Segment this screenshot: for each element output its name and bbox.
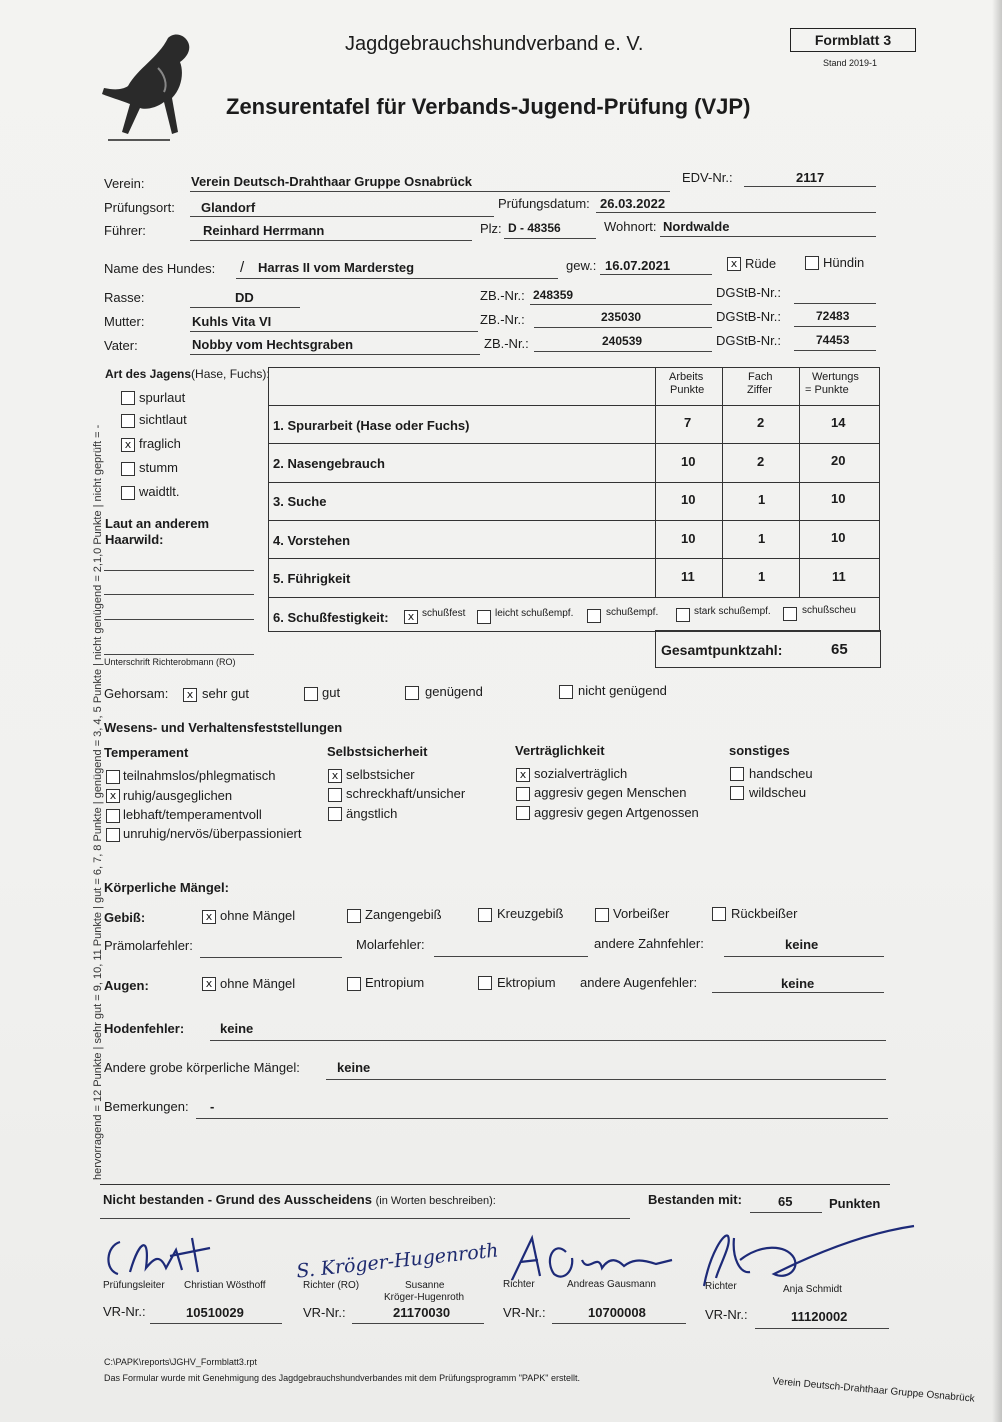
augen-andere-label: andere Augenfehler: [580,975,698,990]
score-ap-0: 7 [684,415,692,430]
molar-label: Molarfehler: [356,937,425,952]
form-label-box: Formblatt 3 [790,28,916,52]
augen-option-1: Entropium [365,975,425,990]
col-wp-2: = Punkte [805,384,849,396]
rasse-label: Rasse: [104,290,145,305]
signature-1-icon [100,1228,215,1282]
zb-value: 248359 [533,288,574,302]
hund-value: Harras II vom Mardersteg [258,260,415,275]
sonst-checkbox-1[interactable] [730,786,744,800]
score-row-label-0: 1. Spurarbeit (Hase oder Fuchs) [273,418,470,433]
gehorsam-label: Gehorsam: [104,686,169,701]
score-ap-4: 11 [681,569,695,584]
temperament-option-3: unruhig/nervös/überpassioniert [123,826,302,841]
judge-4-vr-label: VR-Nr.: [705,1307,748,1322]
schuss-option-4: schußscheu [802,605,856,616]
gebiss-label: Gebiß: [104,910,146,925]
judge-4-vr: 11120002 [791,1309,848,1324]
huendin-label: Hündin [823,255,865,270]
grob-value: keine [337,1060,371,1075]
gebiss-option-0: ohne Mängel [220,908,296,923]
augen-checkbox-1[interactable] [347,977,361,991]
score-wp-2: 10 [831,491,846,506]
augen-checkbox-0[interactable]: x [202,977,216,991]
score-row-label-3: 4. Vorstehen [273,533,351,548]
judge-2-role: Richter (RO) [303,1280,360,1291]
gebiss-checkbox-3[interactable] [595,908,609,922]
scale-legend: hervorragend = 12 Punkte | sehr gut = 9, 10, 11 Punkte | gut = 6, 7, 8 Punkte | genügend = 3, 4, 5 Punkte | nicht genügend = 2,1,0 Punkte | nicht geprüft = - [92,424,104,1180]
zahn-value: keine [785,937,819,952]
score-fz-3: 1 [758,531,766,546]
judge-2-name2: Kröger-Hugenroth [384,1292,465,1303]
sonst-option-1: wildscheu [749,785,807,800]
judge-1-role: Prüfungsleiter [103,1280,165,1291]
datum-value: 26.03.2022 [600,196,666,211]
ro-signature-label: Unterschrift Richterobmann (RO) [104,657,236,667]
vertr-checkbox-0[interactable]: x [516,768,530,782]
gebiss-option-3: Vorbeißer [613,906,670,921]
augen-option-0: ohne Mängel [220,976,296,991]
mutter-label: Mutter: [104,314,145,329]
report-path: C:\PAPK\reports\JGHV_Formblatt3.rpt [104,1357,257,1367]
punkten-label: Punkten [829,1196,881,1211]
praemolar-label: Prämolarfehler: [104,938,193,953]
club-stamp: Verein Deutsch-Drahthaar Gruppe Osnabrück [772,1376,976,1405]
laut-label-1: Laut an anderem [105,516,210,531]
jagen-title-main: Art des Jagens [105,367,192,381]
judge-3-role: Richter [503,1279,535,1290]
judge-4-name: Anja Schmidt [783,1284,842,1295]
hund-label: Name des Hundes: [104,261,216,276]
schuss-label: 6. Schußfestigkeit: [273,610,389,625]
temperament-checkbox-2[interactable] [106,809,120,823]
gebiss-checkbox-4[interactable] [712,907,726,921]
gehorsam-checkbox-3[interactable] [559,685,573,699]
maengel-title: Körperliche Mängel: [104,880,229,895]
score-ap-3: 10 [681,531,696,546]
judge-3-vr: 10700008 [588,1305,646,1320]
zb-label: ZB.-Nr.: [480,288,525,303]
schuss-checkbox-0[interactable]: x [404,610,418,624]
fuehrer-label: Führer: [104,223,146,238]
gew-value: 16.07.2021 [605,258,671,273]
augen-label: Augen: [104,978,149,993]
jagen-checkbox-2[interactable]: x [121,438,135,452]
verein-value: Verein Deutsch-Drahthaar Gruppe Osnabrück [191,174,473,189]
zahn-label: andere Zahnfehler: [594,936,704,951]
jagen-title-suffix: (Hase, Fuchs): [191,367,270,381]
schuss-option-0: schußfest [422,608,466,619]
selbst-checkbox-2[interactable] [328,807,342,821]
judge-2-vr-label: VR-Nr.: [303,1305,346,1320]
judge-2-vr: 21170030 [393,1305,451,1320]
selbst-option-1: schreckhaft/unsicher [346,786,466,801]
score-row-label-4: 5. Führigkeit [273,571,351,586]
total-value: 65 [831,641,848,658]
selbst-title: Selbstsicherheit [327,744,428,759]
judge-1-vr-label: VR-Nr.: [103,1304,146,1319]
gehorsam-checkbox-1[interactable] [304,687,318,701]
vater-zb-label: ZB.-Nr.: [484,336,529,351]
col-ap-1: Arbeits [669,371,704,383]
dgstb-label: DGStB-Nr.: [716,285,782,300]
jagen-checkbox-3[interactable] [121,462,135,476]
mutter-dgstb-value: 72483 [816,309,850,323]
gehorsam-option-3: nicht genügend [578,683,667,698]
schuss-checkbox-1[interactable] [477,610,491,624]
score-fz-1: 2 [757,454,765,469]
score-wp-0: 14 [831,415,846,430]
vater-value: Nobby vom Hechtsgraben [192,337,354,352]
nicht-bestanden-hint: (in Worten beschreiben): [375,1195,496,1207]
vertr-option-1: aggresiv gegen Menschen [534,785,687,800]
nicht-bestanden-label: Nicht bestanden - Grund des Ausscheidens [103,1192,372,1207]
mutter-value: Kuhls Vita VI [192,314,272,329]
sonst-checkbox-0[interactable] [730,767,744,781]
temperament-option-1: ruhig/ausgeglichen [123,788,233,803]
footer-note: Das Formular wurde mit Genehmigung des Jagdgebrauchshundverbandes mit dem Prüfungsprogramm "PAPK" erstellt. [104,1373,580,1383]
score-fz-4: 1 [758,569,766,584]
score-ap-2: 10 [681,492,696,507]
judge-2-name: Susanne [405,1280,445,1291]
judge-3-name: Andreas Gausmann [567,1279,656,1290]
jagen-checkbox-1[interactable] [121,414,135,428]
schuss-option-2: schußempf. [606,607,659,618]
score-wp-3: 10 [831,530,846,545]
wohnort-value: Nordwalde [663,219,730,234]
gebiss-checkbox-0[interactable]: x [202,910,216,924]
score-row-label-1: 2. Nasengebrauch [273,456,385,471]
vertr-option-0: sozialverträglich [534,766,628,781]
gebiss-checkbox-1[interactable] [347,909,361,923]
total-label: Gesamtpunktzahl: [661,642,783,658]
score-wp-4: 11 [832,569,846,584]
selbst-checkbox-0[interactable]: x [328,769,342,783]
dog-logo-icon [98,28,198,148]
augen-andere-value: keine [781,976,815,991]
augen-checkbox-2[interactable] [478,976,492,990]
bestanden-value: 65 [778,1194,793,1209]
ruede-label: Rüde [745,256,777,271]
vater-dgstb-value: 74453 [816,333,850,347]
schuss-option-1: leicht schußempf. [495,608,574,619]
score-fz-0: 2 [757,415,765,430]
judge-1-name: Christian Wösthoff [184,1280,266,1291]
grob-label: Andere grobe körperliche Mängel: [104,1060,300,1075]
score-wp-1: 20 [831,453,846,468]
score-table [268,367,880,632]
sonst-title: sonstiges [729,743,790,758]
edv-value: 2117 [796,170,825,185]
vater-dgstb-label: DGStB-Nr.: [716,333,782,348]
bemerk-label: Bemerkungen: [104,1099,189,1114]
vertr-title: Verträglichkeit [515,743,605,758]
selbst-option-2: ängstlich [346,806,398,821]
gehorsam-option-2: genügend [425,684,483,699]
col-fz-1: Fach [748,371,773,383]
judge-3-vr-label: VR-Nr.: [503,1305,546,1320]
ort-value: Glandorf [201,200,256,215]
gehorsam-checkbox-2[interactable] [405,686,419,700]
fuehrer-value: Reinhard Herrmann [203,223,325,238]
score-ap-1: 10 [681,454,696,469]
judge-2-signature: S. Kröger-Hugenroth [295,1239,500,1283]
hoden-label: Hodenfehler: [104,1021,185,1036]
gehorsam-option-0: sehr gut [202,686,249,701]
selbst-option-0: selbstsicher [346,767,415,782]
jagen-checkbox-4[interactable] [121,486,135,500]
gebiss-option-2: Kreuzgebiß [497,906,564,921]
temperament-checkbox-0[interactable] [106,770,120,784]
temperament-checkbox-3[interactable] [106,828,120,842]
judge-4-role: Richter [705,1281,737,1292]
judge-1-vr: 10510029 [186,1305,244,1320]
rasse-value: DD [235,290,254,305]
col-fz-2: Ziffer [747,384,772,396]
jagen-option-2: fraglich [139,436,181,451]
wesen-title: Wesens- und Verhaltensfeststellungen [104,720,343,735]
laut-label-2: Haarwild: [105,532,164,547]
jagen-title [105,367,270,381]
plz-value: D - 48356 [508,221,561,235]
vater-label: Vater: [104,338,138,353]
jagen-checkbox-0[interactable] [121,391,135,405]
gebiss-option-4: Rückbeißer [731,906,798,921]
signature-3-icon [506,1230,676,1286]
jagen-option-1: sichtlaut [139,412,187,427]
schuss-checkbox-3[interactable] [676,608,690,622]
vertr-option-2: aggresiv gegen Artgenossen [534,805,699,820]
bemerk-value: - [210,1099,215,1114]
schuss-option-3: stark schußempf. [694,606,771,617]
jagen-option-4: waidtlt. [139,484,180,499]
vater-zb-value: 240539 [602,334,643,348]
mutter-zb-value: 235030 [601,310,642,324]
plz-label: Plz: [480,221,502,236]
gehorsam-option-1: gut [322,685,341,700]
gebiss-checkbox-2[interactable] [478,908,492,922]
mutter-dgstb-label: DGStB-Nr.: [716,309,782,324]
jagen-option-3: stumm [139,460,178,475]
temperament-title: Temperament [104,745,189,760]
score-fz-2: 1 [758,492,766,507]
association-name: Jagdgebrauchshundverband e. V. [345,33,644,55]
hund-mark: / [240,259,245,276]
temperament-checkbox-1[interactable]: x [106,789,120,803]
ruede-checkbox[interactable]: x [727,257,741,271]
form-version: Stand 2019-1 [823,58,878,68]
score-row-label-2: 3. Suche [273,494,327,509]
gew-label: gew.: [566,258,597,273]
temperament-option-0: teilnahmslos/phlegmatisch [123,768,276,783]
wohnort-label: Wohnort: [604,219,657,234]
verein-label: Verein: [104,176,145,191]
gebiss-option-1: Zangengebiß [365,907,442,922]
augen-option-2: Ektropium [497,975,556,990]
hoden-value: keine [220,1021,254,1036]
col-ap-2: Punkte [670,384,705,396]
ort-label: Prüfungsort: [104,200,175,215]
huendin-checkbox[interactable] [805,256,819,270]
datum-label: Prüfungsdatum: [498,196,590,211]
gehorsam-checkbox-0[interactable]: x [183,688,197,702]
vertr-checkbox-2[interactable] [516,806,530,820]
schuss-checkbox-4[interactable] [783,607,797,621]
temperament-option-2: lebhaft/temperamentvoll [123,807,262,822]
bestanden-label: Bestanden mit: [648,1192,742,1207]
schuss-checkbox-2[interactable] [587,609,601,623]
mutter-zb-label: ZB.-Nr.: [480,312,525,327]
vertr-checkbox-1[interactable] [516,787,530,801]
nicht-bestanden [103,1192,496,1207]
edv-label: EDV-Nr.: [682,170,733,185]
sonst-option-0: handscheu [749,766,813,781]
selbst-checkbox-1[interactable] [328,788,342,802]
col-wp-1: Wertungs [812,371,859,383]
jagen-option-0: spurlaut [139,390,186,405]
page-title: Zensurentafel für Verbands-Jugend-Prüfung (VJP) [226,94,751,119]
